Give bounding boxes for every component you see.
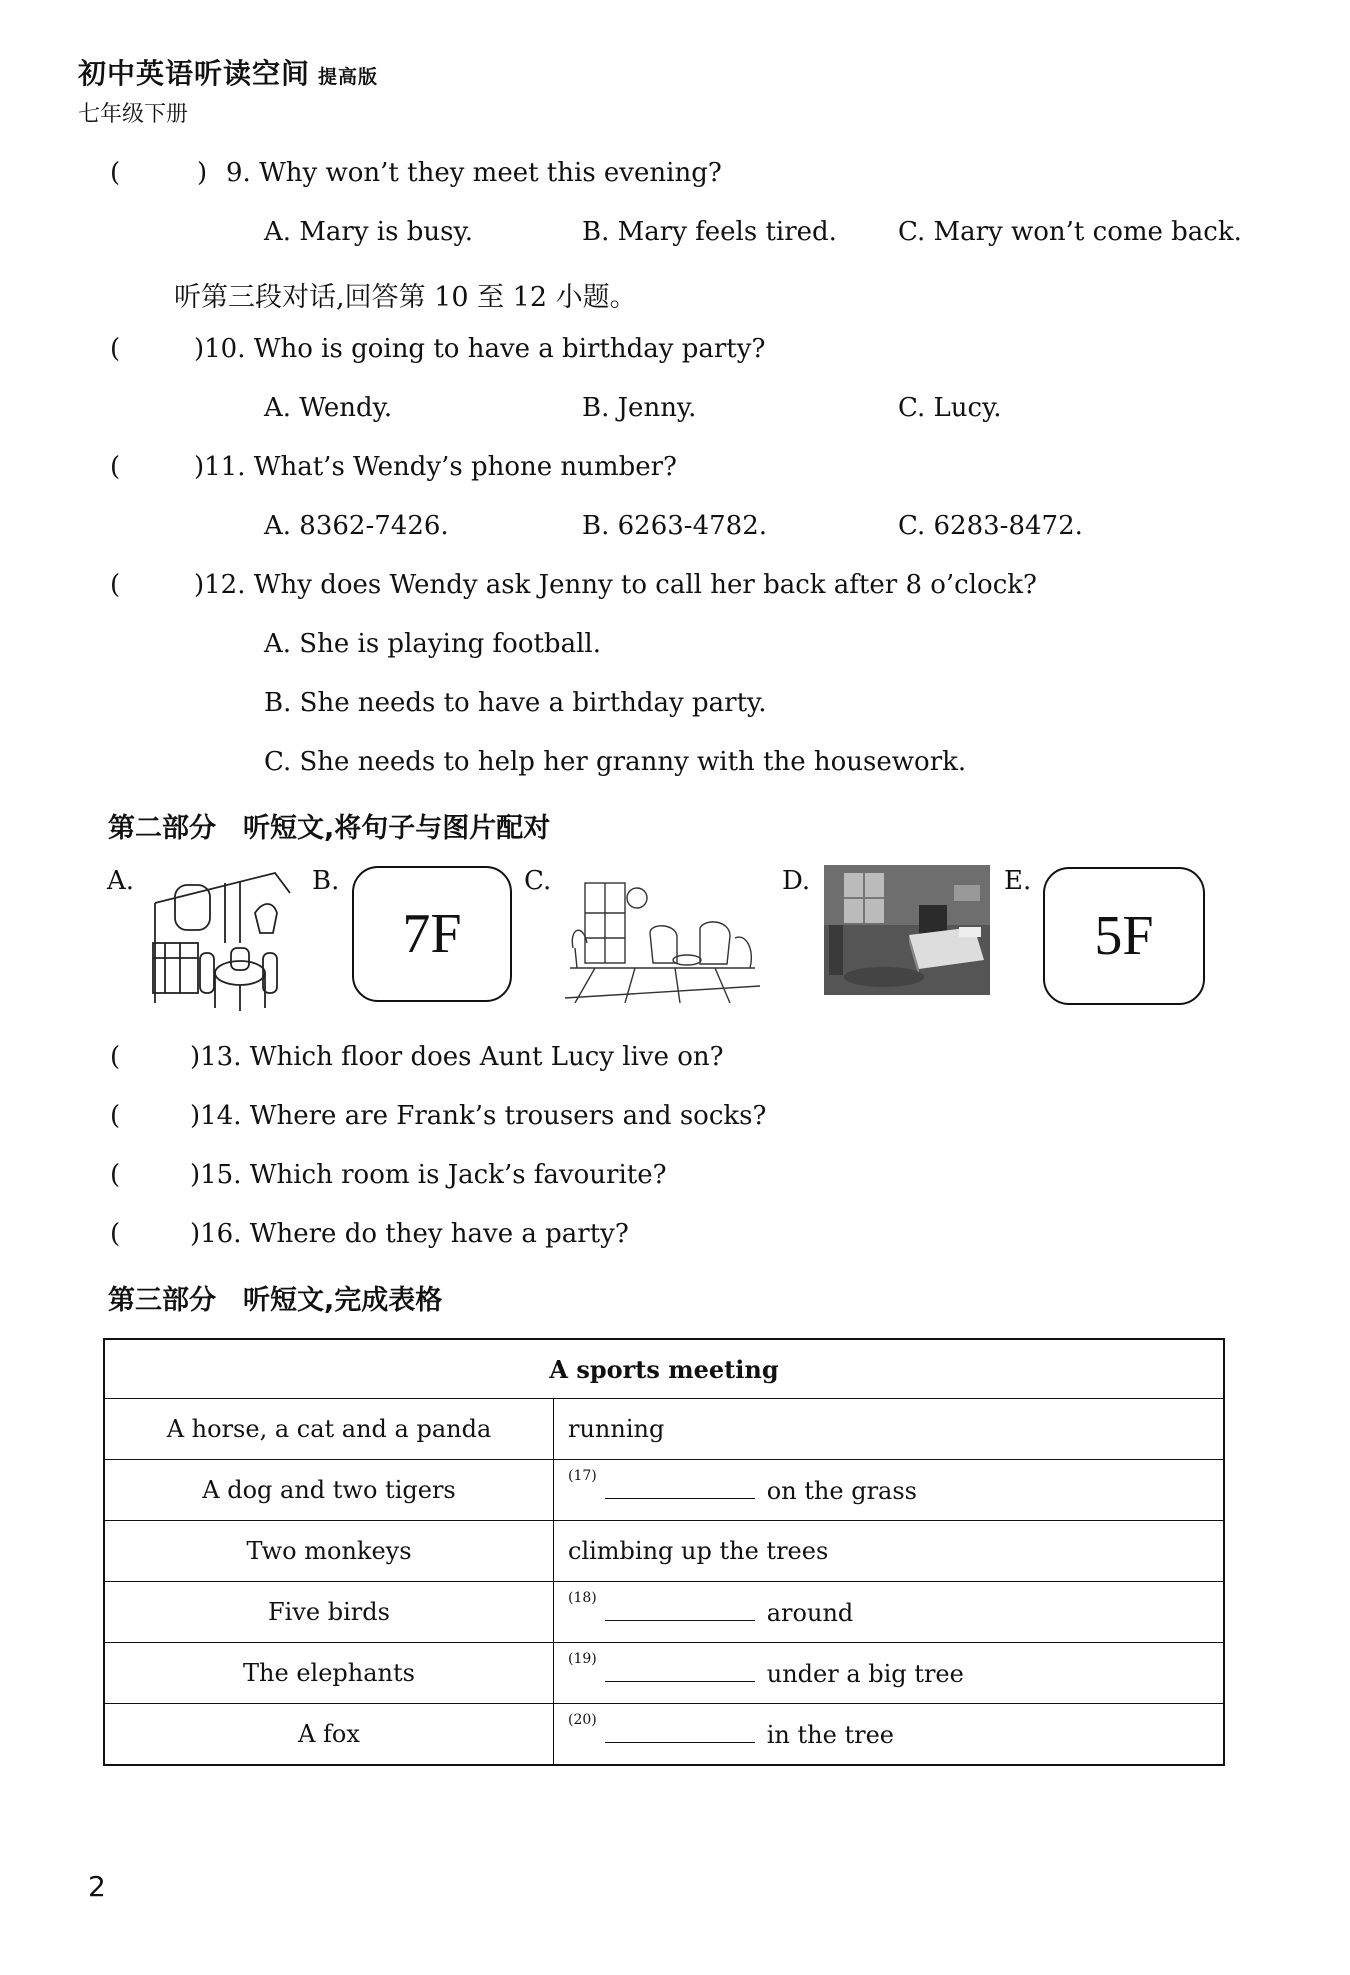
activity-cell bbox=[554, 1582, 1225, 1643]
animal-cell: Five birds bbox=[104, 1582, 554, 1643]
instruction-dialogue-3: 听第三段对话,回答第 10 至 12 小题。 bbox=[174, 282, 637, 313]
image-label-a: A. bbox=[107, 866, 135, 896]
image-label-b: B. bbox=[312, 866, 340, 896]
answer-blank-9[interactable]: ( bbox=[110, 158, 121, 188]
option-11b: B. 6263-4782. bbox=[582, 511, 768, 541]
answer-blank-17[interactable] bbox=[605, 1476, 755, 1499]
book-title: 初中英语听读空间 提高版 bbox=[78, 57, 379, 90]
grade-label: 七年级下册 bbox=[78, 102, 189, 127]
image-label-c: C. bbox=[524, 866, 552, 896]
blank-number: (20) bbox=[568, 1711, 597, 1728]
option-9c: C. Mary won’t come back. bbox=[898, 217, 1242, 247]
option-12b: B. She needs to have a birthday party. bbox=[264, 688, 767, 718]
question-16: )16. Where do they have a party? bbox=[190, 1219, 629, 1249]
answer-blank-18[interactable] bbox=[605, 1598, 755, 1621]
table-row bbox=[104, 1399, 1224, 1460]
answer-blank-12[interactable]: ( bbox=[110, 570, 121, 600]
animal-cell: Two monkeys bbox=[104, 1521, 554, 1582]
part3-heading: 第三部分 听短文,完成表格 bbox=[108, 1285, 443, 1316]
activity-text: under a big tree bbox=[766, 1659, 964, 1688]
page-number: 2 bbox=[88, 1870, 106, 1903]
question-10: )10. Who is going to have a birthday party? bbox=[194, 334, 766, 364]
floor-sign-7f: 7F bbox=[352, 866, 512, 1002]
blank-number: (18) bbox=[568, 1589, 597, 1606]
option-12c: C. She needs to help her granny with the housework. bbox=[264, 747, 967, 777]
living-room-image bbox=[565, 868, 760, 1003]
activity-cell: running bbox=[554, 1399, 1225, 1460]
answer-blank-16[interactable]: ( bbox=[110, 1219, 121, 1249]
animal-cell: A fox bbox=[104, 1704, 554, 1766]
image-label-d: D. bbox=[782, 866, 811, 896]
table-row bbox=[104, 1704, 1224, 1766]
blank-number: (17) bbox=[568, 1467, 597, 1484]
option-11c: C. 6283-8472. bbox=[898, 511, 1083, 541]
table-row bbox=[104, 1582, 1224, 1643]
animal-cell: A dog and two tigers bbox=[104, 1460, 554, 1521]
part2-heading: 第二部分 听短文,将句子与图片配对 bbox=[108, 813, 551, 844]
table-title: A sports meeting bbox=[104, 1339, 1224, 1399]
activity-text: on the grass bbox=[766, 1476, 917, 1505]
activity-cell: climbing up the trees bbox=[554, 1521, 1225, 1582]
answer-blank-11[interactable]: ( bbox=[110, 452, 121, 482]
answer-blank-15[interactable]: ( bbox=[110, 1160, 121, 1190]
activity-cell bbox=[554, 1704, 1225, 1766]
answer-blank-10[interactable]: ( bbox=[110, 334, 121, 364]
option-10a: A. Wendy. bbox=[264, 393, 393, 423]
activity-text: in the tree bbox=[766, 1720, 894, 1749]
answer-blank-14[interactable]: ( bbox=[110, 1101, 121, 1131]
animal-cell: The elephants bbox=[104, 1643, 554, 1704]
blank-number: (19) bbox=[568, 1650, 597, 1667]
option-12a: A. She is playing football. bbox=[264, 629, 601, 659]
activity-text: around bbox=[766, 1598, 854, 1627]
answer-blank-13[interactable]: ( bbox=[110, 1042, 121, 1072]
option-11a: A. 8362-7426. bbox=[264, 511, 449, 541]
sports-meeting-table bbox=[103, 1338, 1225, 1766]
question-close-paren: ) bbox=[197, 158, 208, 188]
image-label-e: E. bbox=[1004, 866, 1032, 896]
dining-room-image bbox=[145, 863, 295, 1013]
option-10b: B. Jenny. bbox=[582, 393, 697, 423]
table-row bbox=[104, 1521, 1224, 1582]
option-9a: A. Mary is busy. bbox=[264, 217, 473, 247]
answer-blank-20[interactable] bbox=[605, 1720, 755, 1743]
table-header-row bbox=[104, 1339, 1224, 1399]
option-9b: B. Mary feels tired. bbox=[582, 217, 837, 247]
bedroom-photo bbox=[824, 865, 990, 995]
option-10c: C. Lucy. bbox=[898, 393, 1002, 423]
floor-sign-5f: 5F bbox=[1043, 867, 1205, 1005]
edition-label: 提高版 bbox=[318, 66, 379, 88]
table-row bbox=[104, 1460, 1224, 1521]
activity-cell bbox=[554, 1460, 1225, 1521]
question-9: 9. Why won’t they meet this evening? bbox=[226, 158, 722, 188]
question-12: )12. Why does Wendy ask Jenny to call her back after 8 o’clock? bbox=[194, 570, 1037, 600]
question-13: )13. Which floor does Aunt Lucy live on? bbox=[190, 1042, 724, 1072]
question-14: )14. Where are Frank’s trousers and socks? bbox=[190, 1101, 767, 1131]
question-15: )15. Which room is Jack’s favourite? bbox=[190, 1160, 667, 1190]
activity-cell bbox=[554, 1643, 1225, 1704]
answer-blank-19[interactable] bbox=[605, 1659, 755, 1682]
question-11: )11. What’s Wendy’s phone number? bbox=[194, 452, 677, 482]
table-row bbox=[104, 1643, 1224, 1704]
animal-cell: A horse, a cat and a panda bbox=[104, 1399, 554, 1460]
